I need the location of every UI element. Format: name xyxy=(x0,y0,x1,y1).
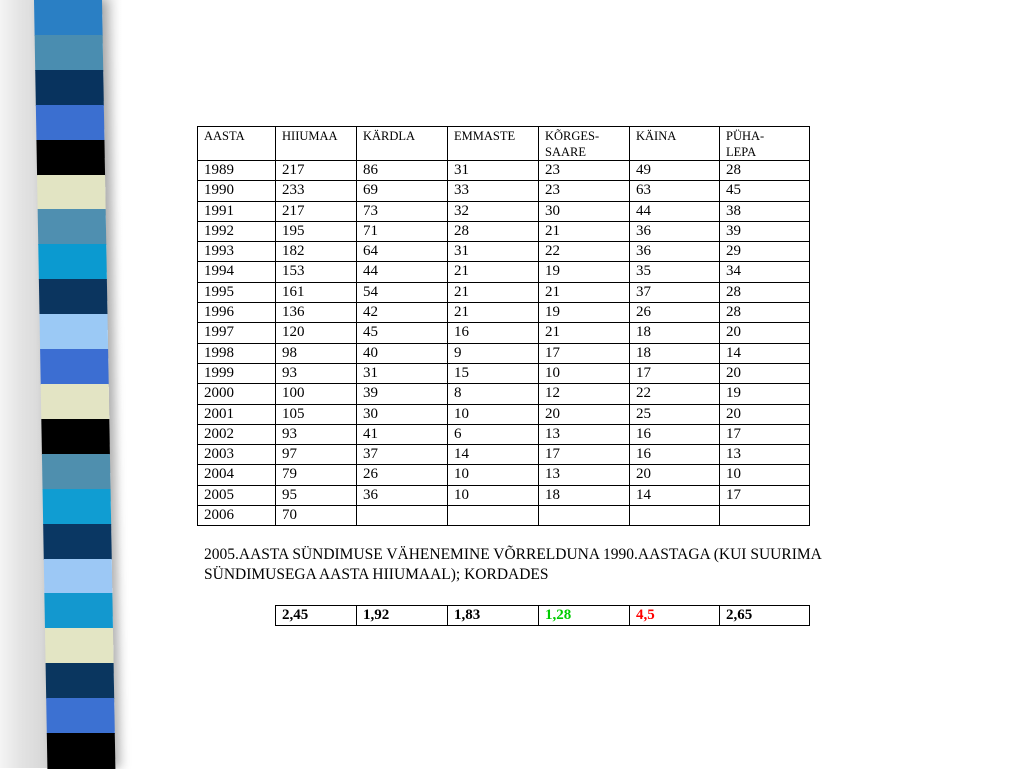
table-cell: 28 xyxy=(720,303,810,323)
table-cell: 30 xyxy=(539,201,630,221)
birth-statistics-table xyxy=(197,126,810,526)
table-cell: 41 xyxy=(357,424,448,444)
table-header-row xyxy=(198,127,810,161)
table-cell: 100 xyxy=(276,384,357,404)
table-cell: 28 xyxy=(720,282,810,302)
table-cell: 217 xyxy=(276,201,357,221)
table-cell: 30 xyxy=(357,404,448,424)
table-cell: 136 xyxy=(276,303,357,323)
table-cell: 29 xyxy=(720,242,810,262)
table-row xyxy=(198,485,810,505)
table-cell: 120 xyxy=(276,323,357,343)
table-cell: 10 xyxy=(539,363,630,383)
table-cell: 39 xyxy=(720,221,810,241)
table-cell: 73 xyxy=(357,201,448,221)
table-cell: 54 xyxy=(357,282,448,302)
table-cell: 195 xyxy=(276,221,357,241)
table-cell: 95 xyxy=(276,485,357,505)
table-cell: 63 xyxy=(630,181,720,201)
table-cell: 1989 xyxy=(198,161,276,181)
table-cell: 105 xyxy=(276,404,357,424)
table-cell: 98 xyxy=(276,343,357,363)
table-cell: 70 xyxy=(276,506,357,526)
decline-note: 2005.AASTA SÜNDIMUSE VÄHENEMINE VÕRRELDUNA 1990.AASTAGA (KUI SUURIMA SÜNDIMUSEGA AASTA HIIUMAAL); KORDADES xyxy=(204,546,821,583)
table-row xyxy=(198,465,810,485)
table-cell: 2003 xyxy=(198,445,276,465)
table-cell: 28 xyxy=(448,221,539,241)
table-row xyxy=(198,404,810,424)
table-cell: 97 xyxy=(276,445,357,465)
table-cell: 1999 xyxy=(198,363,276,383)
table-cell: 18 xyxy=(630,343,720,363)
table-row xyxy=(198,262,810,282)
table-cell: 25 xyxy=(630,404,720,424)
decorative-stripe xyxy=(45,628,114,664)
decorative-stripe xyxy=(37,175,106,211)
table-cell: 20 xyxy=(720,323,810,343)
table-cell: 93 xyxy=(276,363,357,383)
decorative-stripe-band xyxy=(34,0,115,768)
header-aasta: AASTA xyxy=(198,127,276,161)
table-cell: 31 xyxy=(448,161,539,181)
table-cell: 44 xyxy=(357,262,448,282)
decorative-stripe xyxy=(35,70,104,106)
table-cell: 16 xyxy=(630,424,720,444)
table-cell: 36 xyxy=(630,221,720,241)
table-cell: 12 xyxy=(539,384,630,404)
table-cell: 19 xyxy=(720,384,810,404)
table-row xyxy=(198,242,810,262)
decorative-stripe xyxy=(34,0,103,36)
header-hiiumaa: HIIUMAA xyxy=(276,127,357,161)
ratio-cell: 2,45 xyxy=(276,606,357,626)
table-cell: 13 xyxy=(539,465,630,485)
table-cell: 69 xyxy=(357,181,448,201)
table-row xyxy=(198,445,810,465)
table-cell: 17 xyxy=(630,363,720,383)
table-cell: 13 xyxy=(539,424,630,444)
table-cell: 36 xyxy=(357,485,448,505)
table-cell: 49 xyxy=(630,161,720,181)
table-cell xyxy=(539,506,630,526)
ratio-cell: 1,83 xyxy=(448,606,539,626)
table-cell: 9 xyxy=(448,343,539,363)
table-cell: 86 xyxy=(357,161,448,181)
table-cell: 14 xyxy=(720,343,810,363)
decorative-stripe xyxy=(47,733,116,769)
table-cell: 21 xyxy=(539,282,630,302)
table-cell: 22 xyxy=(539,242,630,262)
ratio-cell: 4,5 xyxy=(630,606,720,626)
table-cell: 10 xyxy=(448,465,539,485)
ratio-cell: 2,65 xyxy=(720,606,810,626)
table-cell xyxy=(357,506,448,526)
table-cell: 13 xyxy=(720,445,810,465)
table-cell: 28 xyxy=(720,161,810,181)
table-row xyxy=(198,506,810,526)
table-cell: 21 xyxy=(539,221,630,241)
table-cell: 26 xyxy=(357,465,448,485)
table-cell: 19 xyxy=(539,262,630,282)
decorative-stripe xyxy=(38,209,107,245)
decorative-stripe xyxy=(46,663,115,699)
table-cell: 18 xyxy=(539,485,630,505)
table-row xyxy=(198,323,810,343)
table-cell: 39 xyxy=(357,384,448,404)
table-row xyxy=(198,201,810,221)
table-cell: 6 xyxy=(448,424,539,444)
table-cell: 1993 xyxy=(198,242,276,262)
table-cell: 44 xyxy=(630,201,720,221)
table-cell: 2002 xyxy=(198,424,276,444)
decorative-stripe xyxy=(41,419,110,455)
table-cell: 17 xyxy=(720,424,810,444)
table-cell: 1990 xyxy=(198,181,276,201)
table-cell: 1997 xyxy=(198,323,276,343)
decorative-stripe xyxy=(36,140,105,176)
table-cell: 15 xyxy=(448,363,539,383)
table-row xyxy=(198,384,810,404)
table-row xyxy=(198,161,810,181)
decorative-stripe xyxy=(42,454,111,490)
table-cell: 217 xyxy=(276,161,357,181)
header-puhalepa: PÜHA- LEPA xyxy=(720,127,810,161)
table-cell: 10 xyxy=(448,485,539,505)
table-cell: 17 xyxy=(539,445,630,465)
table-cell: 20 xyxy=(539,404,630,424)
table-cell: 233 xyxy=(276,181,357,201)
table-cell: 20 xyxy=(720,404,810,424)
table-cell: 21 xyxy=(448,282,539,302)
table-cell: 79 xyxy=(276,465,357,485)
table-cell: 93 xyxy=(276,424,357,444)
table-cell: 20 xyxy=(720,363,810,383)
table-row xyxy=(198,303,810,323)
table-cell: 14 xyxy=(630,485,720,505)
table-cell: 26 xyxy=(630,303,720,323)
table-row xyxy=(198,343,810,363)
decorative-stripe xyxy=(43,524,112,560)
ratio-cell: 1,92 xyxy=(357,606,448,626)
table-cell: 21 xyxy=(448,303,539,323)
table-row xyxy=(198,363,810,383)
table-cell: 35 xyxy=(630,262,720,282)
table-cell: 17 xyxy=(539,343,630,363)
table-cell: 16 xyxy=(630,445,720,465)
table-cell: 153 xyxy=(276,262,357,282)
table-cell: 36 xyxy=(630,242,720,262)
table-cell: 20 xyxy=(630,465,720,485)
table-cell: 33 xyxy=(448,181,539,201)
table-cell: 8 xyxy=(448,384,539,404)
header-kardla: KÄRDLA xyxy=(357,127,448,161)
table-cell: 37 xyxy=(357,445,448,465)
table-cell: 38 xyxy=(720,201,810,221)
ratio-cell: 1,28 xyxy=(539,606,630,626)
header-korgessaare: KÕRGES- SAARE xyxy=(539,127,630,161)
table-cell: 34 xyxy=(720,262,810,282)
table-cell: 32 xyxy=(448,201,539,221)
decorative-stripe xyxy=(44,593,113,629)
header-emmaste: EMMASTE xyxy=(448,127,539,161)
table-cell: 1998 xyxy=(198,343,276,363)
decorative-stripe xyxy=(44,559,113,595)
table-cell: 16 xyxy=(448,323,539,343)
table-cell xyxy=(720,506,810,526)
decorative-stripe xyxy=(39,314,108,350)
table-cell: 1991 xyxy=(198,201,276,221)
table-cell: 182 xyxy=(276,242,357,262)
table-cell: 17 xyxy=(720,485,810,505)
table-cell: 10 xyxy=(448,404,539,424)
table-row xyxy=(198,221,810,241)
table-cell: 45 xyxy=(720,181,810,201)
table-cell: 2005 xyxy=(198,485,276,505)
decorative-stripe xyxy=(46,698,115,734)
table-cell: 14 xyxy=(448,445,539,465)
table-cell: 31 xyxy=(357,363,448,383)
header-kaina: KÄINA xyxy=(630,127,720,161)
ratio-row xyxy=(276,606,810,626)
decorative-stripe xyxy=(35,35,104,71)
decorative-stripe xyxy=(39,279,108,315)
table-cell: 31 xyxy=(448,242,539,262)
table-cell: 2001 xyxy=(198,404,276,424)
table-cell xyxy=(448,506,539,526)
table-cell: 161 xyxy=(276,282,357,302)
decorative-stripe xyxy=(38,244,107,280)
table-cell: 23 xyxy=(539,161,630,181)
table-cell: 21 xyxy=(448,262,539,282)
table-cell: 1992 xyxy=(198,221,276,241)
table-row xyxy=(198,282,810,302)
table-cell: 37 xyxy=(630,282,720,302)
table-cell: 71 xyxy=(357,221,448,241)
table-cell: 22 xyxy=(630,384,720,404)
table-cell: 21 xyxy=(539,323,630,343)
table-cell: 2000 xyxy=(198,384,276,404)
table-cell: 40 xyxy=(357,343,448,363)
table-row xyxy=(198,424,810,444)
decorative-stripe xyxy=(41,384,110,420)
table-row xyxy=(198,181,810,201)
table-cell: 42 xyxy=(357,303,448,323)
table-cell: 64 xyxy=(357,242,448,262)
table-cell: 2004 xyxy=(198,465,276,485)
table-cell: 1995 xyxy=(198,282,276,302)
table-cell: 10 xyxy=(720,465,810,485)
table-cell: 18 xyxy=(630,323,720,343)
table-cell: 45 xyxy=(357,323,448,343)
table-cell xyxy=(630,506,720,526)
table-cell: 19 xyxy=(539,303,630,323)
table-cell: 1996 xyxy=(198,303,276,323)
decorative-stripe xyxy=(40,349,109,385)
ratio-table xyxy=(275,605,810,626)
table-cell: 23 xyxy=(539,181,630,201)
decorative-stripe xyxy=(43,489,112,525)
table-cell: 2006 xyxy=(198,506,276,526)
table-cell: 1994 xyxy=(198,262,276,282)
decorative-stripe xyxy=(36,105,105,141)
